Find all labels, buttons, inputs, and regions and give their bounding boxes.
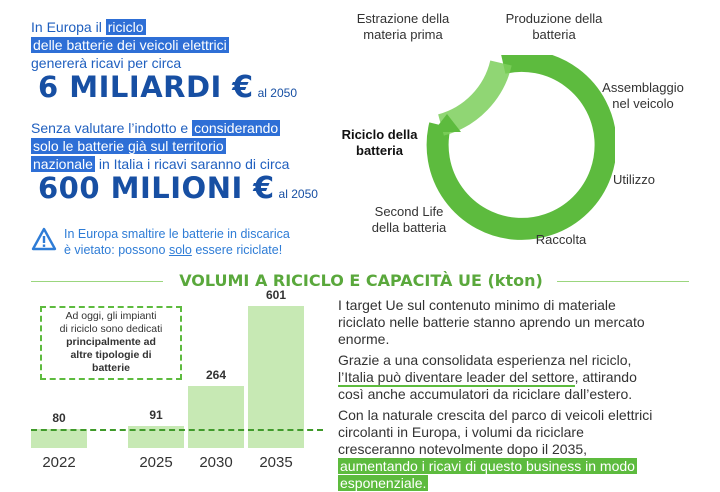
bar-2035 <box>248 306 304 448</box>
cycle-riciclo-line1: Riciclo della <box>341 127 418 142</box>
big-figure-600-milioni <box>38 171 318 205</box>
cycle-assemblaggio-line1: Assemblaggio <box>602 80 684 95</box>
euro-symbol: € <box>232 70 254 105</box>
highlight-esponenziale: esponenziale. <box>340 475 427 491</box>
cycle-second-life-line1: Second Life <box>374 204 444 219</box>
intro-text-2 <box>31 119 289 173</box>
p2-line2-rest: , attirando <box>574 369 637 385</box>
bar-value-2022: 80 <box>52 411 66 425</box>
highlight-aumentando: aumentando i ricavi di questo business in modo <box>340 458 635 474</box>
warning-line1: In Europa smaltire le batterie in discarica <box>64 227 290 241</box>
warning-icon <box>31 227 57 251</box>
right-paragraphs <box>338 297 714 492</box>
bar-2022 <box>31 429 87 448</box>
note-line2: di riciclo sono dedicati <box>59 323 163 335</box>
intro-highlight-batterie: delle batterie dei veicoli elettrici <box>33 37 227 53</box>
cycle-produzione <box>489 11 619 43</box>
warning-line2a: è vietato: possono <box>64 243 169 257</box>
p1-line1: I target Ue sul contenuto minimo di materiale <box>338 297 616 313</box>
warning-solo: solo <box>168 243 192 257</box>
cycle-produzione-line2: batteria <box>532 27 576 42</box>
note-line1: Ad oggi, gli impianti <box>65 310 157 322</box>
warning-text <box>64 226 290 258</box>
year-label-2035: 2035 <box>259 454 293 471</box>
cycle-estrazione-line1: Estrazione della <box>356 11 450 26</box>
cycle-riciclo <box>327 127 432 159</box>
note-line5: batterie <box>92 362 130 374</box>
intro-text-line3: genererà ricavi per circa <box>31 55 182 71</box>
cycle-estrazione-line2: materia prima <box>363 27 443 42</box>
cycle-arrow-icon <box>427 110 467 140</box>
p1-line3: enorme. <box>338 331 390 347</box>
intro-text-1 <box>31 18 229 72</box>
bar-2030 <box>188 386 244 448</box>
big-figure-value: 6 MILIARDI <box>38 70 222 104</box>
cycle-raccolta: Raccolta <box>535 232 587 247</box>
note-line3: principalmente ad <box>66 336 156 348</box>
year-label-2022: 2022 <box>42 454 76 471</box>
reference-line <box>31 429 323 431</box>
text-plain-ricavi: in Italia i ricavi saranno di circa <box>94 156 290 172</box>
p3-line2: circolanti in Europa, i volumi da riciclare <box>338 424 584 440</box>
intro-highlight-riciclo: riciclo <box>107 19 144 35</box>
cycle-assemblaggio-line2: nel veicolo <box>612 96 674 111</box>
cycle-assemblaggio <box>588 80 698 112</box>
bar-value-2030: 264 <box>205 368 227 382</box>
year-suffix: al 2050 <box>278 187 318 201</box>
year-label-2025: 2025 <box>139 454 173 471</box>
cycle-estrazione <box>343 11 463 43</box>
p2-line3: così anche accumulatori da riciclare dall’estero. <box>338 386 633 402</box>
year-label-2030: 2030 <box>199 454 233 471</box>
text-plain: Senza valutare l’indotto e <box>31 120 193 136</box>
big-figure-6-miliardi <box>38 70 297 104</box>
section-rule-right <box>557 281 689 282</box>
highlight-batterie-territorio: solo le batterie già sul territorio <box>33 138 224 154</box>
p3-line3: cresceranno notevolmente dopo il 2035, <box>338 441 588 457</box>
bar-value-2035: 601 <box>265 288 287 302</box>
highlight-considerando: considerando <box>194 120 279 136</box>
cycle-second-life-line2: della batteria <box>371 220 447 235</box>
big-figure-value: 600 MILIONI <box>38 171 243 205</box>
highlight-nazionale: nazionale <box>33 156 93 172</box>
cycle-utilizzo: Utilizzo <box>613 172 655 187</box>
warning-line2c: essere riciclate! <box>191 243 283 257</box>
cycle-second-life <box>354 204 464 236</box>
section-title: VOLUMI A RICICLO E CAPACITÀ UE (kton) <box>179 271 543 290</box>
year-suffix: al 2050 <box>257 86 297 100</box>
euro-symbol: € <box>253 171 275 206</box>
intro-text-plain: In Europa il <box>31 19 106 35</box>
underline-leader: l’Italia può diventare leader del settore <box>338 369 575 385</box>
bar-chart <box>31 290 331 480</box>
cycle-produzione-line1: Produzione della <box>505 11 603 26</box>
p1-line2: riciclato nelle batterie stanno aprendo un mercato <box>338 314 645 330</box>
section-rule-left <box>31 281 163 282</box>
bar-value-2025: 91 <box>149 408 163 422</box>
cycle-riciclo-line2: batteria <box>356 143 403 158</box>
note-line4: altre tipologie di <box>70 349 152 361</box>
p3-line1: Con la naturale crescita del parco di veicoli elettrici <box>338 407 653 423</box>
p2-line1: Grazie a una consolidata esperienza nel riciclo, <box>338 352 632 368</box>
